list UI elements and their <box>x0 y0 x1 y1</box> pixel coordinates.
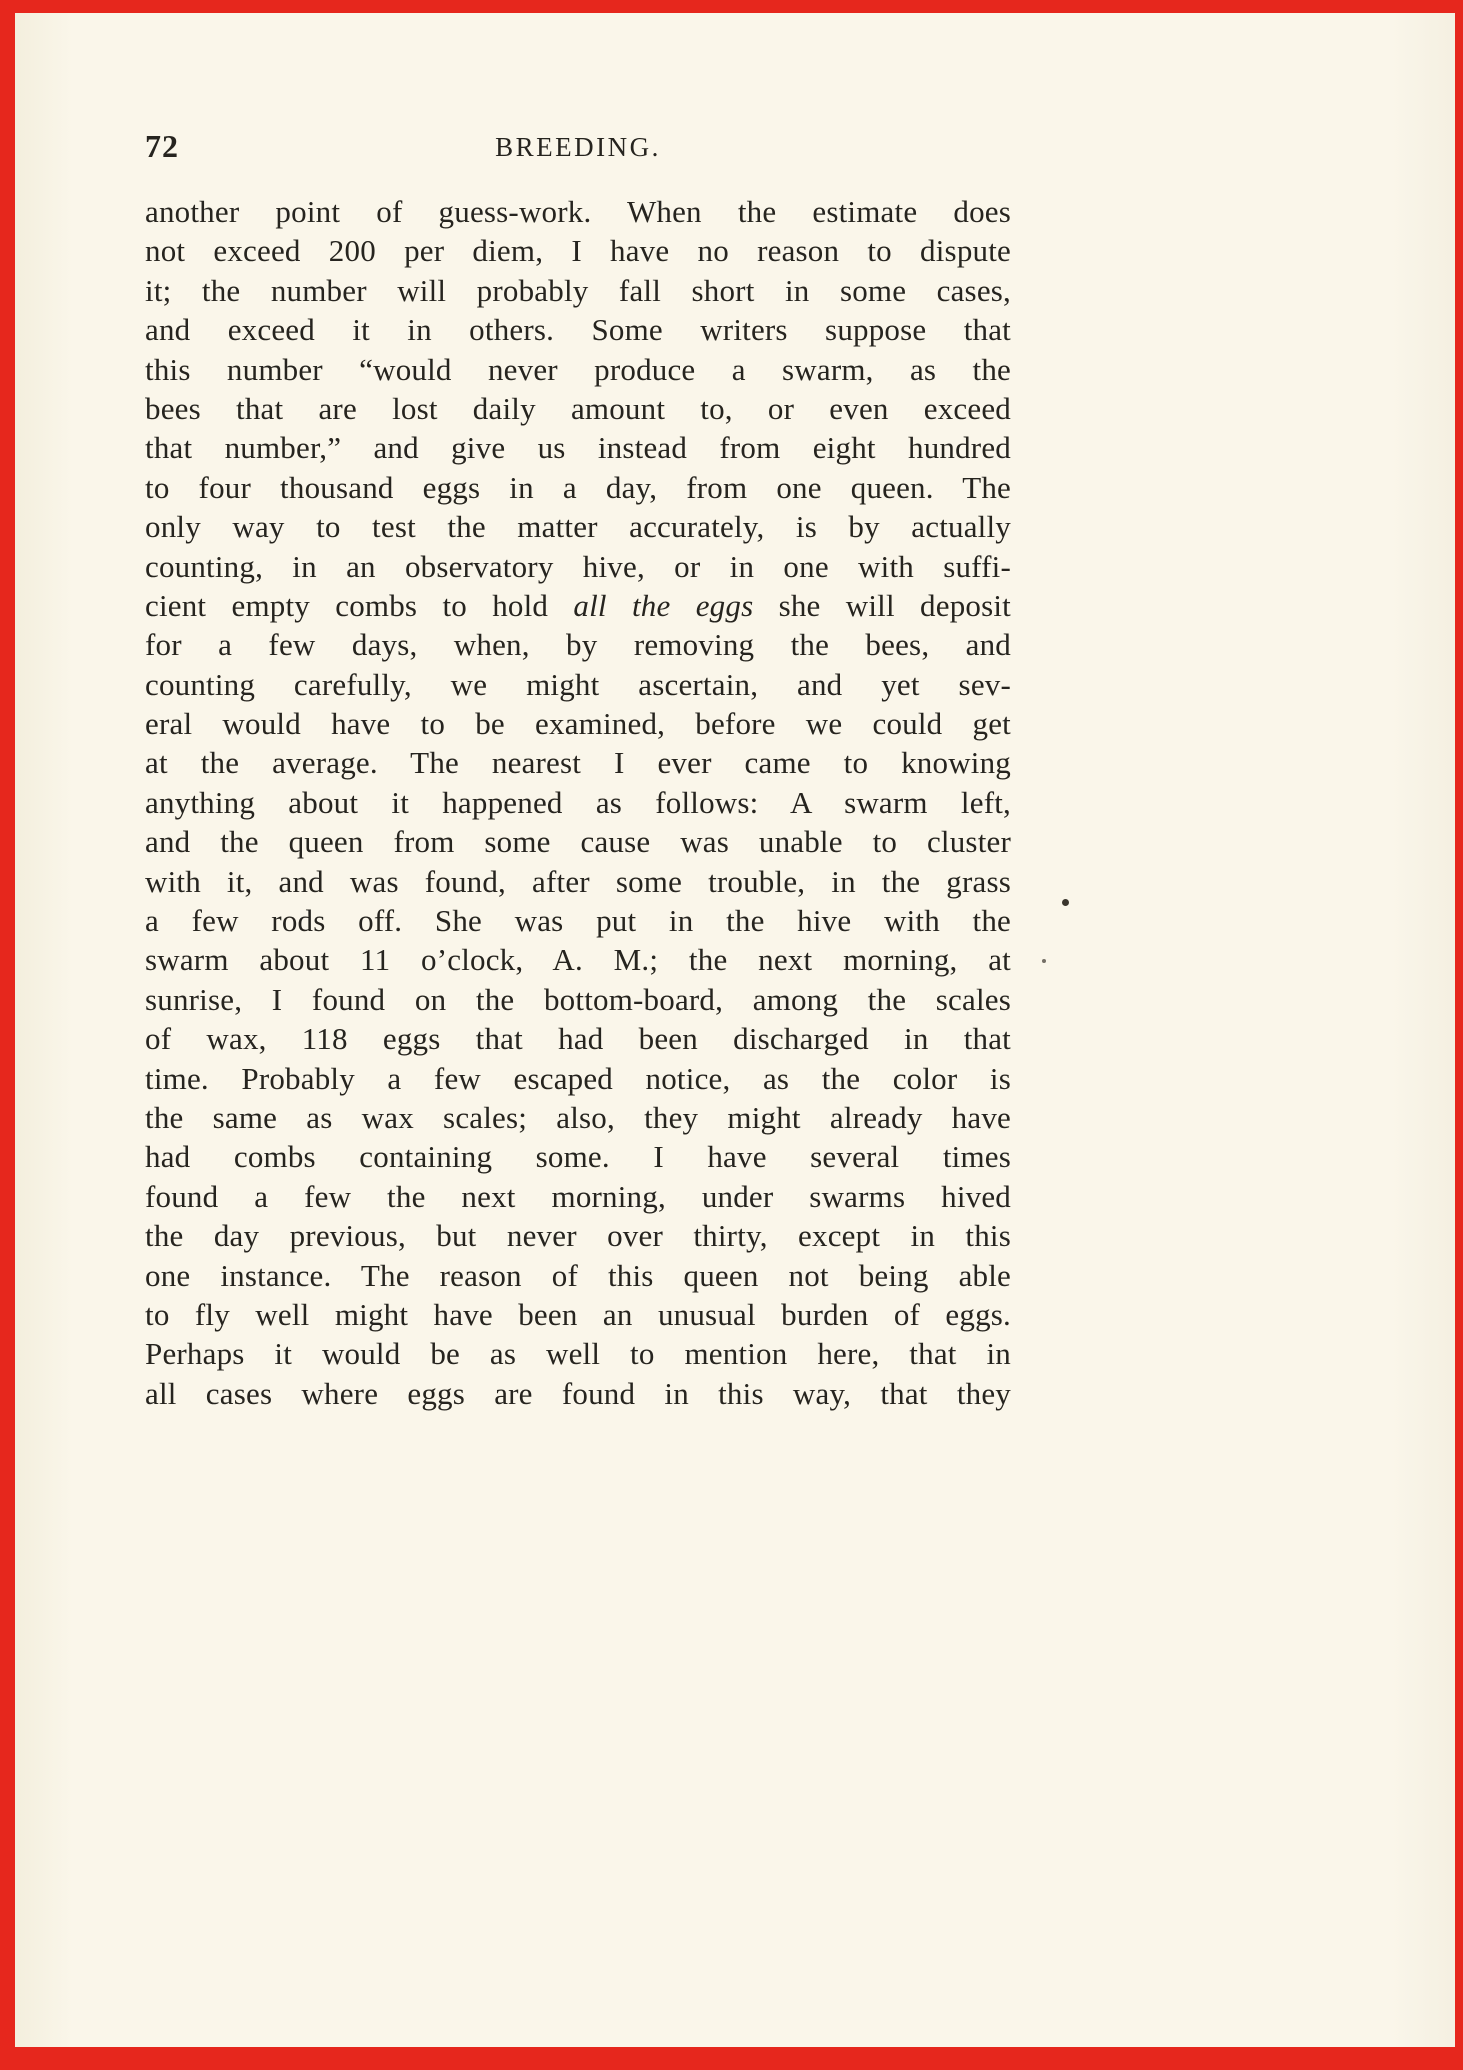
text-segment: counting, in an observatory hive, or in one with suffi- <box>145 548 1011 584</box>
text-segment: time. Probably a few escaped notice, as the color is <box>145 1060 1011 1096</box>
scan-speck <box>1062 899 1069 906</box>
text-segment: not exceed 200 per diem, I have no reason to dispute <box>145 233 1011 269</box>
page-edge-bottom <box>0 2047 1463 2070</box>
text-segment: of wax, 118 eggs that had been discharged in that <box>145 1021 1011 1057</box>
text-segment: with it, and was found, after some trouble, in the grass <box>145 863 1011 899</box>
page-number: 72 <box>145 128 179 164</box>
text-segment: at the average. The nearest I ever came to knowing <box>145 745 1011 781</box>
text-segment: anything about it happened as follows: A swarm left, <box>145 784 1011 820</box>
text-line <box>145 271 1011 310</box>
text-line <box>145 507 1011 546</box>
text-segment: all cases where eggs are found in this way, that they <box>145 1375 1011 1411</box>
text-line <box>145 980 1011 1019</box>
text-line <box>145 468 1011 507</box>
text-line <box>145 743 1011 782</box>
text-line <box>145 1334 1011 1373</box>
text-line <box>145 310 1011 349</box>
italic-text-segment: all the eggs <box>573 587 754 623</box>
text-segment: eral would have to be examined, before we could get <box>145 706 1011 742</box>
text-segment: and exceed it in others. Some writers suppose that <box>145 312 1011 348</box>
page-edge-left <box>0 0 15 2070</box>
text-segment: found a few the next morning, under swarms hived <box>145 1178 1011 1214</box>
scan-speck <box>1042 959 1046 963</box>
running-header: BREEDING. <box>495 132 661 162</box>
text-segment: only way to test the matter accurately, is by actually <box>145 509 1011 545</box>
text-segment: another point of guess-work. When the estimate does <box>145 194 1011 229</box>
text-line <box>145 1137 1011 1176</box>
text-line <box>145 940 1011 979</box>
text-line <box>145 783 1011 822</box>
text-segment: she will deposit <box>753 587 1011 623</box>
page-edge-right <box>1455 0 1463 2070</box>
text-segment: one instance. The reason of this queen not being able <box>145 1257 1011 1293</box>
text-line <box>145 901 1011 940</box>
text-segment: Perhaps it would be as well to mention here, that in <box>145 1336 1011 1372</box>
text-segment: for a few days, when, by removing the bees, and <box>145 627 1011 663</box>
text-segment: it; the number will probably fall short in some cases, <box>145 272 1011 308</box>
text-line <box>145 1098 1011 1137</box>
text-segment: to fly well might have been an unusual burden of eggs. <box>145 1296 1011 1332</box>
text-line <box>145 428 1011 467</box>
text-segment: counting carefully, we might ascertain, and yet sev- <box>145 666 1011 702</box>
text-line <box>145 350 1011 389</box>
text-line <box>145 231 1011 270</box>
text-line <box>145 822 1011 861</box>
body-text <box>145 192 1011 1413</box>
page-edge-top <box>0 0 1463 13</box>
text-segment: the day previous, but never over thirty, except in this <box>145 1218 1011 1254</box>
text-segment: had combs containing some. I have several times <box>145 1139 1011 1175</box>
text-line <box>145 625 1011 664</box>
text-line <box>145 586 1011 625</box>
text-line <box>145 547 1011 586</box>
text-segment: a few rods off. She was put in the hive with the <box>145 903 1011 939</box>
page-content <box>145 128 1011 1413</box>
text-line <box>145 704 1011 743</box>
text-line <box>145 1059 1011 1098</box>
text-segment: cient empty combs to hold <box>145 587 574 623</box>
text-line <box>145 192 1011 231</box>
text-segment: sunrise, I found on the bottom-board, among the scales <box>145 981 1011 1017</box>
text-segment: swarm about 11 o’clock, A. M.; the next morning, at <box>145 942 1011 978</box>
text-segment: and the queen from some cause was unable to cluster <box>145 824 1011 860</box>
page-header-row <box>145 128 1011 174</box>
text-line <box>145 389 1011 428</box>
text-line <box>145 1177 1011 1216</box>
text-segment: this number “would never produce a swarm, as the <box>145 351 1011 387</box>
text-segment: that number,” and give us instead from eight hundred <box>145 430 1011 466</box>
text-line <box>145 1216 1011 1255</box>
text-segment: the same as wax scales; also, they might already have <box>145 1099 1011 1135</box>
text-line <box>145 1374 1011 1413</box>
text-segment: to four thousand eggs in a day, from one queen. The <box>145 469 1011 505</box>
text-line <box>145 1019 1011 1058</box>
text-line <box>145 665 1011 704</box>
text-line <box>145 1256 1011 1295</box>
text-segment: bees that are lost daily amount to, or even exceed <box>145 390 1011 426</box>
text-line <box>145 1295 1011 1334</box>
text-line <box>145 862 1011 901</box>
